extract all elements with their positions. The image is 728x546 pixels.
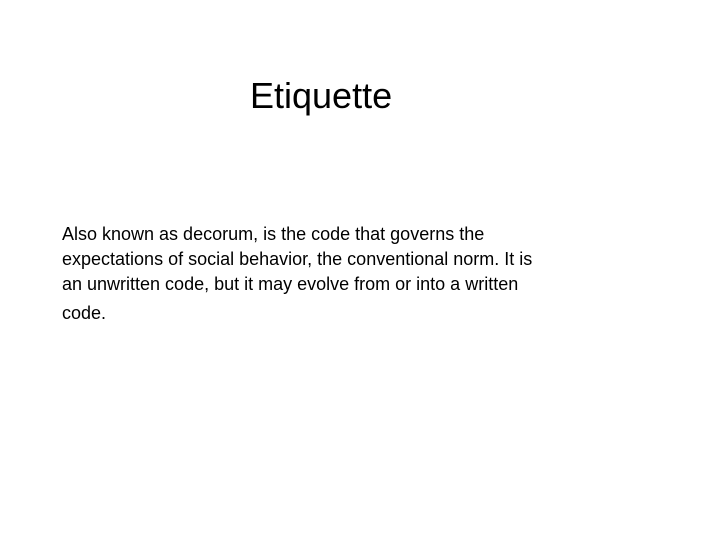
slide-body-text [62, 222, 662, 326]
body-line: Also known as decorum, is the code that governs the [62, 224, 485, 244]
body-line: an unwritten code, but it may evolve from or into a written [62, 274, 519, 294]
body-line: code. [62, 303, 107, 323]
body-line: expectations of social behavior, the conventional norm. It is [62, 249, 533, 269]
slide-title: Etiquette [250, 75, 393, 116]
